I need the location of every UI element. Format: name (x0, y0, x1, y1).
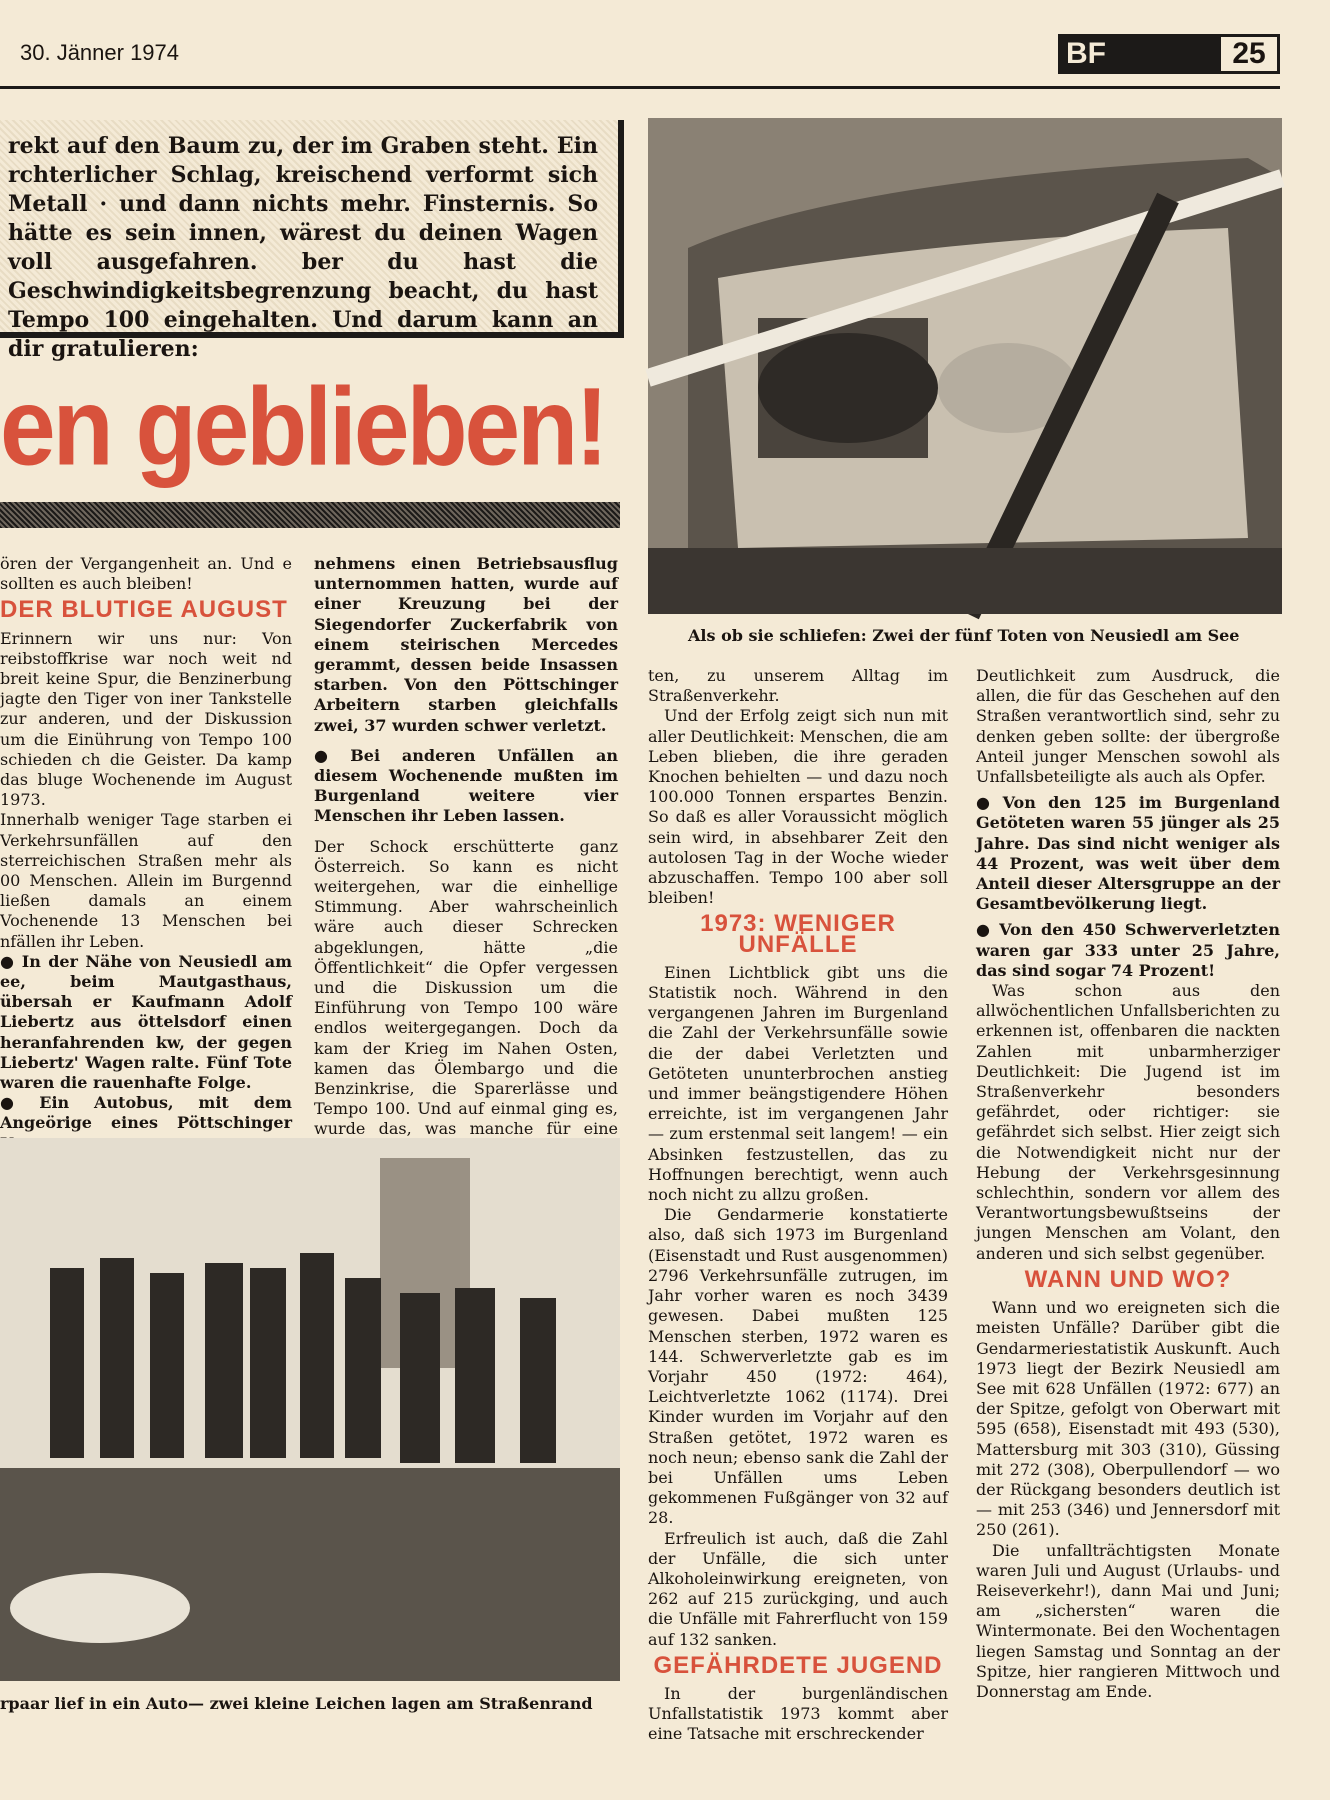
headline-stripe (0, 502, 620, 528)
roadside-group-image (0, 1138, 620, 1681)
col1-para-2: Erinnern wir uns nur: Von reibstoffkrise war noch weit nd breit keine Spur, die Benzinerbung jagte den Tiger von iner Tankstelle zur anderen, und der Diskussion um die Einührung von Tempo 100 schieden ch die Geister. Da kamp das bluge Wochenende im August 1973. (0, 628, 292, 810)
photo-roadside-group (0, 1138, 620, 1681)
car-wreck-image (648, 118, 1282, 614)
col2-para-2: ● Bei anderen Unfällen an diesem Wochenende mußten im Burgenland weitere vier Menschen ihr Leben lassen. (314, 746, 618, 827)
col4-subheading: WANN UND WO? (1024, 1265, 1232, 1293)
col1-para-1: ören der Vergangenheit an. Und e sollten es auch bleiben! (0, 554, 292, 594)
col1-para-4: ● In der Nähe von Neusiedl am ee, beim Mautgasthaus, übersah er Kaufmann Adolf Liebertz aus öttelsdorf einen heranfahrenden kw, der gegen Liebertz' Wagen ralte. Fünf Tote waren die rauenhafte Folge. (0, 952, 292, 1093)
col3-subheading-2: GEFÄHRDETE JUGEND (653, 1651, 943, 1679)
col3-subheading: 1973: WENIGER UNFÄLLE (700, 910, 896, 958)
col3-para-5: Erfreulich ist auch, daß die Zahl der Unfälle, die sich unter Alkoholeinwirkung ereigneten, von 262 auf 215 zurückging, und auch die Unfälle mit Fahrerflucht von 159 auf 132 sanken. (648, 1528, 948, 1649)
col3-para-2: Und der Erfolg zeigt sich nun mit aller Deutlichkeit: Menschen, die am Leben blieben, die ihre geraden Knochen behielten — und dazu noch 100.000 Tonnen erspartes Benzin. So daß es aller Voraussicht möglich sein wird, in absehbarer Zeit den autolosen Tag in der Woche wieder abzuschaffen. Tempo 100 aber soll bleiben! (648, 706, 948, 908)
col4-para-5: Wann und wo ereigneten sich die meisten Unfälle? Darüber gibt die Gendarmeriestatistik Auskunft. Auch 1973 liegt der Bezirk Neusiedl am See mit 628 Unfällen (1972: 677) an der Spitze, gefolgt von Oberwart mit 595 (658), Eisenstadt mit 493 (530), Mattersburg mit 303 (310), Güssing mit 272 (308), Oberpullendorf — wo der Rückgang besonders deutlich ist — mit 253 (346) und Jennersdorf mit 250 (261). (976, 1298, 1280, 1540)
col3-para-6: In der burgenländischen Unfallstatistik 1973 kommt aber eine Tatsache mit erschreckender (648, 1683, 948, 1744)
col1-para-5: ● Ein Autobus, mit dem Angeörige eines Pöttschinger (0, 1093, 292, 1154)
intro-text: rekt auf den Baum zu, der im Graben steht. Ein rchterlicher Schlag, kreischend verformt sich Metall · und dann nichts mehr. Finsternis. So hätte es sein innen, wärest du deinen Wagen voll ausgefahren. ber du hast die Geschwindigkeitsbegrenzung beacht, du hast Tempo 100 eingehalten. Und darum kann an dir gratulieren: (8, 133, 598, 362)
col3-para-4: Die Gendarmerie konstatierte also, daß sich 1973 im Burgenland (Eisenstadt und Rust ausgenommen) 2796 Verkehrsunfälle zutrugen, im Jahr vorher waren es noch 3439 gewesen. Dabei mußten 125 Menschen sterben, 1972 waren es 144. Schwerverletzte gab es im Vorjahr 450 (1972: 464), Leichtverletzte 1062 (1174). Drei Kinder wurden im Vorjahr auf den Straßen getötet, 1972 waren es noch neun; ebenso sank die Zahl der bei Unfällen ums Leben gekommenen Fußgänger von 32 auf 28. (648, 1205, 948, 1528)
col2-para-3: Der Schock erschütterte ganz Österreich. So kann es nicht weitergehen, war die einhellige Stimmung. Aber wahrscheinlich wäre auch dieser Schrecken abgeklungen, hätte „die Öffentlichkeit“ die Opfer vergessen und die Diskussion um die Einführung von Tempo 100 wäre endlos weitergegangen. Doch da kam der Krieg im Nahen Osten, kamen das Ölembargo und die Benzinkrise, die Sparerlässe und Tempo 100. Und auf einmal ging es, wurde das, was manche für eine (314, 836, 618, 1139)
col4-para-4: Was schon aus den allwöchentlichen Unfallsberichten zu erkennen ist, offenbaren die nackten Zahlen mit unbarmherziger Deutlichkeit: Die Jugend ist im Straßenverkehr besonders gefährdet, oder richtiger: sie gefährdet sich selbst. Hier zeigt sich die Notwendigkeit nicht nur der Hebung der Verkehrsgesinnung schlechthin, sondern vor allem des Verantwortungsbewußtseins der jungen Menschen am Volant, den anderen und sich selbst gegenüber. (976, 981, 1280, 1263)
col4-para-3: ● Von den 450 Schwerverletzten waren gar 333 unter 25 Jahre, das sind sogar 74 Prozent! (976, 920, 1280, 981)
col1-subheading: DER BLUTIGE AUGUST (0, 596, 288, 624)
logo-text: BF (1058, 34, 1218, 74)
photo-bottom-caption: rpaar lief in ein Auto— zwei kleine Leichen lagen am Straßenrand (0, 1694, 593, 1713)
col3-para-3: Einen Lichtblick gibt uns die Statistik noch. Während in den vergangenen Jahren im Burgenland die Zahl der Verkehrsunfälle sowie die der dabei Verletzten und Getöteten ununterbrochen anstieg und immer beängstigendere Höhen erreichte, ist im vergangenen Jahr — zum erstenmal seit langem! — ein Absinken festzustellen, das zu Hoffnungen berechtigt, wenn auch noch nicht zu allzu großen. (648, 962, 948, 1205)
column-4 (976, 666, 1280, 1702)
col4-para-1: Deutlichkeit zum Ausdruck, die allen, die für das Geschehen auf den Straßen verantwortlich sind, sehr zu denken geben sollte: der übergroße Anteil junger Menschen sowohl als Unfallsbeteiligte als auch als Opfer. (976, 666, 1280, 787)
photo-top-caption: Als ob sie schliefen: Zwei der fünf Toten von Neusiedl am See (688, 626, 1240, 645)
col1-para-3: Innerhalb weniger Tage starben ei Verkehrsunfällen auf den sterreichischen Straßen mehr als 00 Menschen. Allein im Burgennd ließen damals an einem Vochenende 13 Menschen bei nfällen ihr Leben. (0, 810, 292, 951)
col2-para-1: nehmens einen Betriebsausflug unternommen hatten, wurde auf einer Kreuzung bei der Siegendorfer Zuckerfabrik von einem steirischen Mercedes gerammt, dessen beide Insassen starben. Von den Pöttschinger Arbeitern starben gleichfalls zwei, 37 wurden schwer verletzt. (314, 554, 618, 735)
intro-box (0, 120, 624, 362)
headline: en geblieben! (0, 365, 606, 489)
magazine-logo (1058, 34, 1280, 74)
col4-para-2: ● Von den 125 im Burgenland Getöteten waren 55 jünger als 25 Jahre. Das sind nicht weniger als 44 Prozent, was weit über dem Anteil dieser Altersgruppe an der Gesamtbevölkerung liegt. (976, 793, 1280, 914)
col3-para-1: ten, zu unserem Alltag im Straßenverkehr. (648, 666, 948, 706)
column-1 (0, 554, 292, 1154)
column-3 (648, 666, 948, 1745)
col4-para-6: Die unfallträchtigsten Monate waren Juli und August (Urlaubs- und Reiseverkehr!), dann Mai und Juni; am „sichersten“ waren die Wintermonate. Bei den Wochentagen liegen Samstag und Sonntag an der Spitze, hier rangieren Mittwoch und Donnerstag am Ende. (976, 1540, 1280, 1701)
page-number: 25 (1218, 34, 1280, 74)
photo-car-wreck (648, 118, 1282, 614)
column-2 (314, 554, 618, 1160)
issue-date: 30. Jänner 1974 (20, 40, 180, 65)
header-rule (0, 86, 1280, 89)
